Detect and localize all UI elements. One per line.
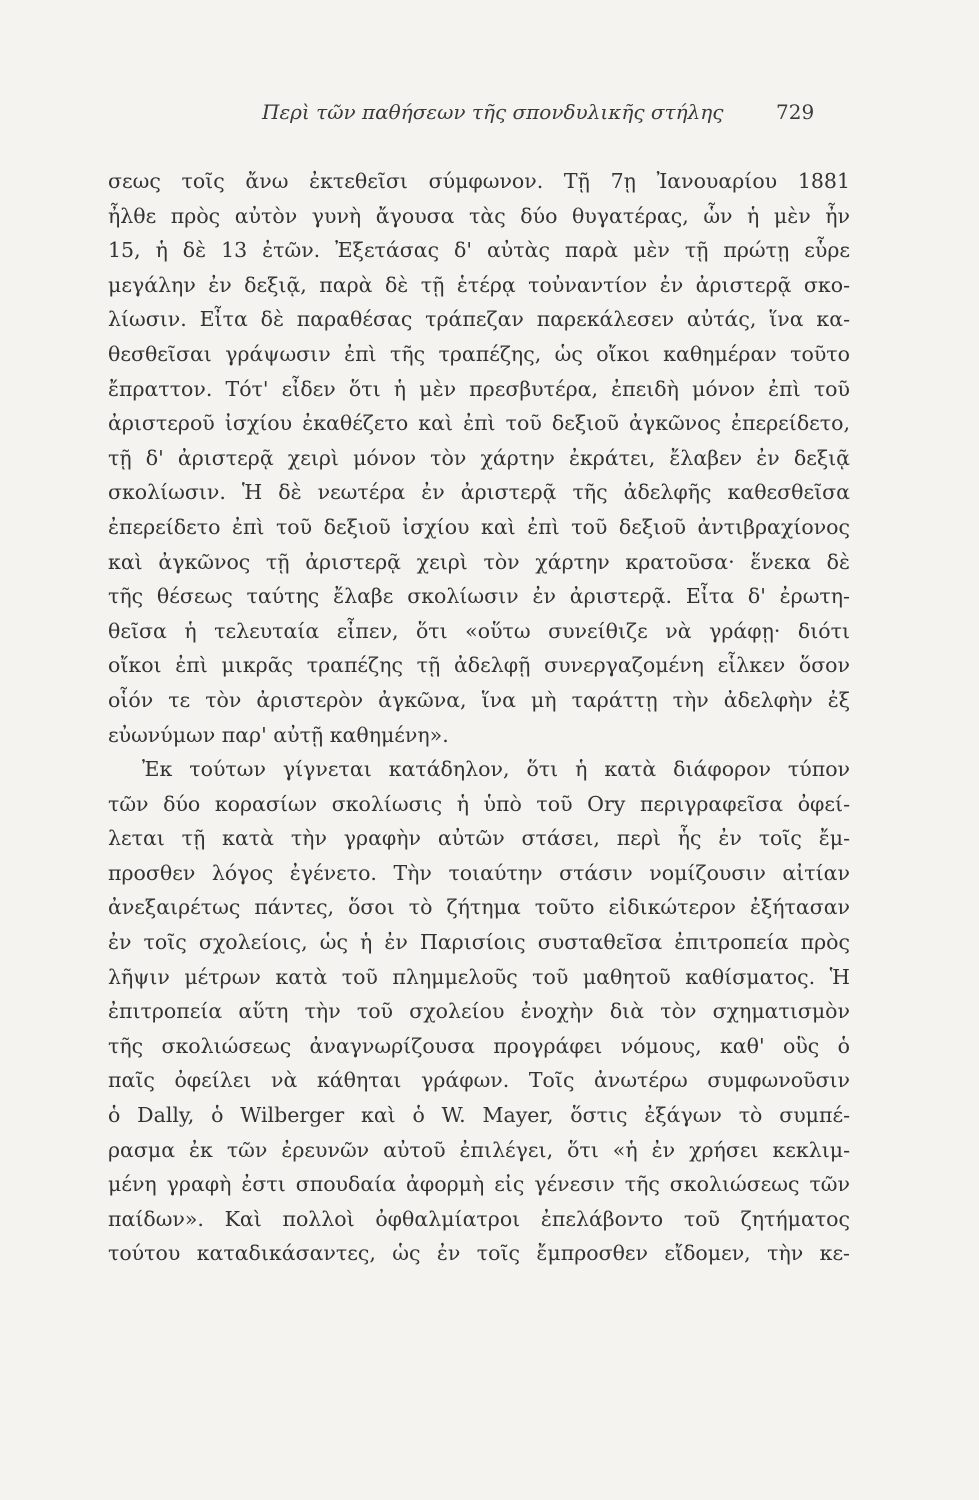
text-line: ἐπιτροπεία αὕτη τὴν τοῦ σχολείου ἐνοχὴν διὰ τὸν σχηματισμὸν xyxy=(108,999,850,1024)
text-line: σκολίωσιν. Ἡ δὲ νεωτέρα ἐν ἀριστερᾷ τῆς ἀδελφῆς καθεσθεῖσα xyxy=(108,480,850,505)
text-line: ὁ Dally, ὁ Wilberger καὶ ὁ W. Mayer, ὅστις ἐξάγων τὸ συμπέ- xyxy=(108,1103,850,1128)
text-line: ρασμα ἐκ τῶν ἐρευνῶν αὐτοῦ ἐπιλέγει, ὅτι «ἡ ἐν χρήσει κεκλιμ- xyxy=(108,1137,850,1162)
text-line: ἦλθε πρὸς αὐτὸν γυνὴ ἄγουσα τὰς δύο θυγατέρας, ὧν ἡ μὲν ἦν xyxy=(108,203,850,228)
body-text xyxy=(108,164,850,1271)
text-line: ἔπραττον. Τότ' εἶδεν ὅτι ἡ μὲν πρεσβυτέρα, ἐπειδὴ μόνον ἐπὶ τοῦ xyxy=(108,376,850,401)
text-line: τούτου καταδικάσαντες, ὡς ἐν τοῖς ἔμπροσθεν εἴδομεν, τὴν κε- xyxy=(108,1241,850,1266)
text-line: τῇ δ' ἀριστερᾷ χειρὶ μόνον τὸν χάρτην ἐκράτει, ἔλαβεν ἐν δεξιᾷ xyxy=(108,445,850,470)
text-line: λεται τῇ κατὰ τὴν γραφὴν αὐτῶν στάσει, περὶ ἧς ἐν τοῖς ἔμ- xyxy=(108,826,850,851)
text-line: τῆς θέσεως ταύτης ἔλαβε σκολίωσιν ἐν ἀριστερᾷ. Εἶτα δ' ἐρωτη- xyxy=(108,584,850,609)
text-line: τῶν δύο κορασίων σκολίωσις ἡ ὑπὸ τοῦ Ory περιγραφεῖσα ὀφεί- xyxy=(108,791,850,816)
text-line: λῆψιν μέτρων κατὰ τοῦ πλημμελοῦς τοῦ μαθητοῦ καθίσματος. Ἡ xyxy=(108,964,850,989)
text-line: παίδων». Καὶ πολλοὶ ὀφθαλμίατροι ἐπελάβοντο τοῦ ζητήματος xyxy=(108,1206,850,1231)
text-line: ἐν τοῖς σχολείοις, ὡς ἡ ἐν Παρισίοις συσταθεῖσα ἐπιτροπεία πρὸς xyxy=(108,930,850,955)
text-line: οἷόν τε τὸν ἀριστερὸν ἀγκῶνα, ἵνα μὴ ταράττῃ τὴν ἀδελφὴν ἐξ xyxy=(108,687,850,712)
text-line: λίωσιν. Εἶτα δὲ παραθέσας τράπεζαν παρεκάλεσεν αὐτάς, ἵνα κα- xyxy=(108,307,850,332)
text-line: μεγάλην ἐν δεξιᾷ, παρὰ δὲ τῇ ἑτέρᾳ τοὐναντίον ἐν ἀριστερᾷ σκο- xyxy=(108,272,850,297)
text-line: οἴκοι ἐπὶ μικρᾶς τραπέζης τῇ ἀδελφῇ συνεργαζομένη εἷλκεν ὅσον xyxy=(108,653,850,678)
text-line-paragraph-end: εὐωνύμων παρ' αὐτῇ καθημένη». xyxy=(108,722,449,747)
text-line: προσθεν λόγος ἐγένετο. Τὴν τοιαύτην στάσιν νομίζουσιν αἰτίαν xyxy=(108,860,850,885)
text-line: ἐπερείδετο ἐπὶ τοῦ δεξιοῦ ἰσχίου καὶ ἐπὶ τοῦ δεξιοῦ ἀντιβραχίονος xyxy=(108,514,850,539)
text-line: ἀριστεροῦ ἰσχίου ἐκαθέζετο καὶ ἐπὶ τοῦ δεξιοῦ ἀγκῶνος ἐπερείδετο, xyxy=(108,411,850,436)
running-header-title: Περὶ τῶν παθήσεων τῆς σπονδυλικῆς στήλης xyxy=(262,100,724,124)
text-line: παῖς ὀφείλει νὰ κάθηται γράφων. Τοῖς ἀνωτέρω συμφωνοῦσιν xyxy=(108,1068,850,1093)
text-line: τῆς σκολιώσεως ἀναγνωρίζουσα προγράφει νόμους, καθ' οὓς ὁ xyxy=(108,1033,850,1058)
text-line: θεῖσα ἡ τελευταία εἶπεν, ὅτι «οὕτω συνείθιζε νὰ γράφῃ· διότι xyxy=(108,618,850,643)
text-line: θεσθεῖσαι γράψωσιν ἐπὶ τῆς τραπέζης, ὡς οἴκοι καθημέραν τοῦτο xyxy=(108,341,850,366)
text-line: ἀνεξαιρέτως πάντες, ὅσοι τὸ ζήτημα τοῦτο εἰδικώτερον ἐξήτασαν xyxy=(108,895,850,920)
text-line: καὶ ἀγκῶνος τῇ ἀριστερᾷ χειρὶ τὸν χάρτην κρατοῦσα· ἕνεκα δὲ xyxy=(108,549,850,574)
text-line: σεως τοῖς ἄνω ἐκτεθεῖσι σύμφωνον. Τῇ 7ῃ Ἰανουαρίου 1881 xyxy=(108,169,850,193)
text-line: μένη γραφὴ ἐστι σπουδαία ἀφορμὴ εἰς γένεσιν τῆς σκολιώσεως τῶν xyxy=(108,1172,850,1197)
page-number: 729 xyxy=(776,100,815,124)
text-line: 15, ἡ δὲ 13 ἐτῶν. Ἐξετάσας δ' αὐτὰς παρὰ μὲν τῇ πρώτῃ εὗρε xyxy=(108,238,850,263)
text-line-paragraph-start: Ἐκ τούτων γίγνεται κατάδηλον, ὅτι ἡ κατὰ διάφορον τύπον xyxy=(142,757,850,782)
